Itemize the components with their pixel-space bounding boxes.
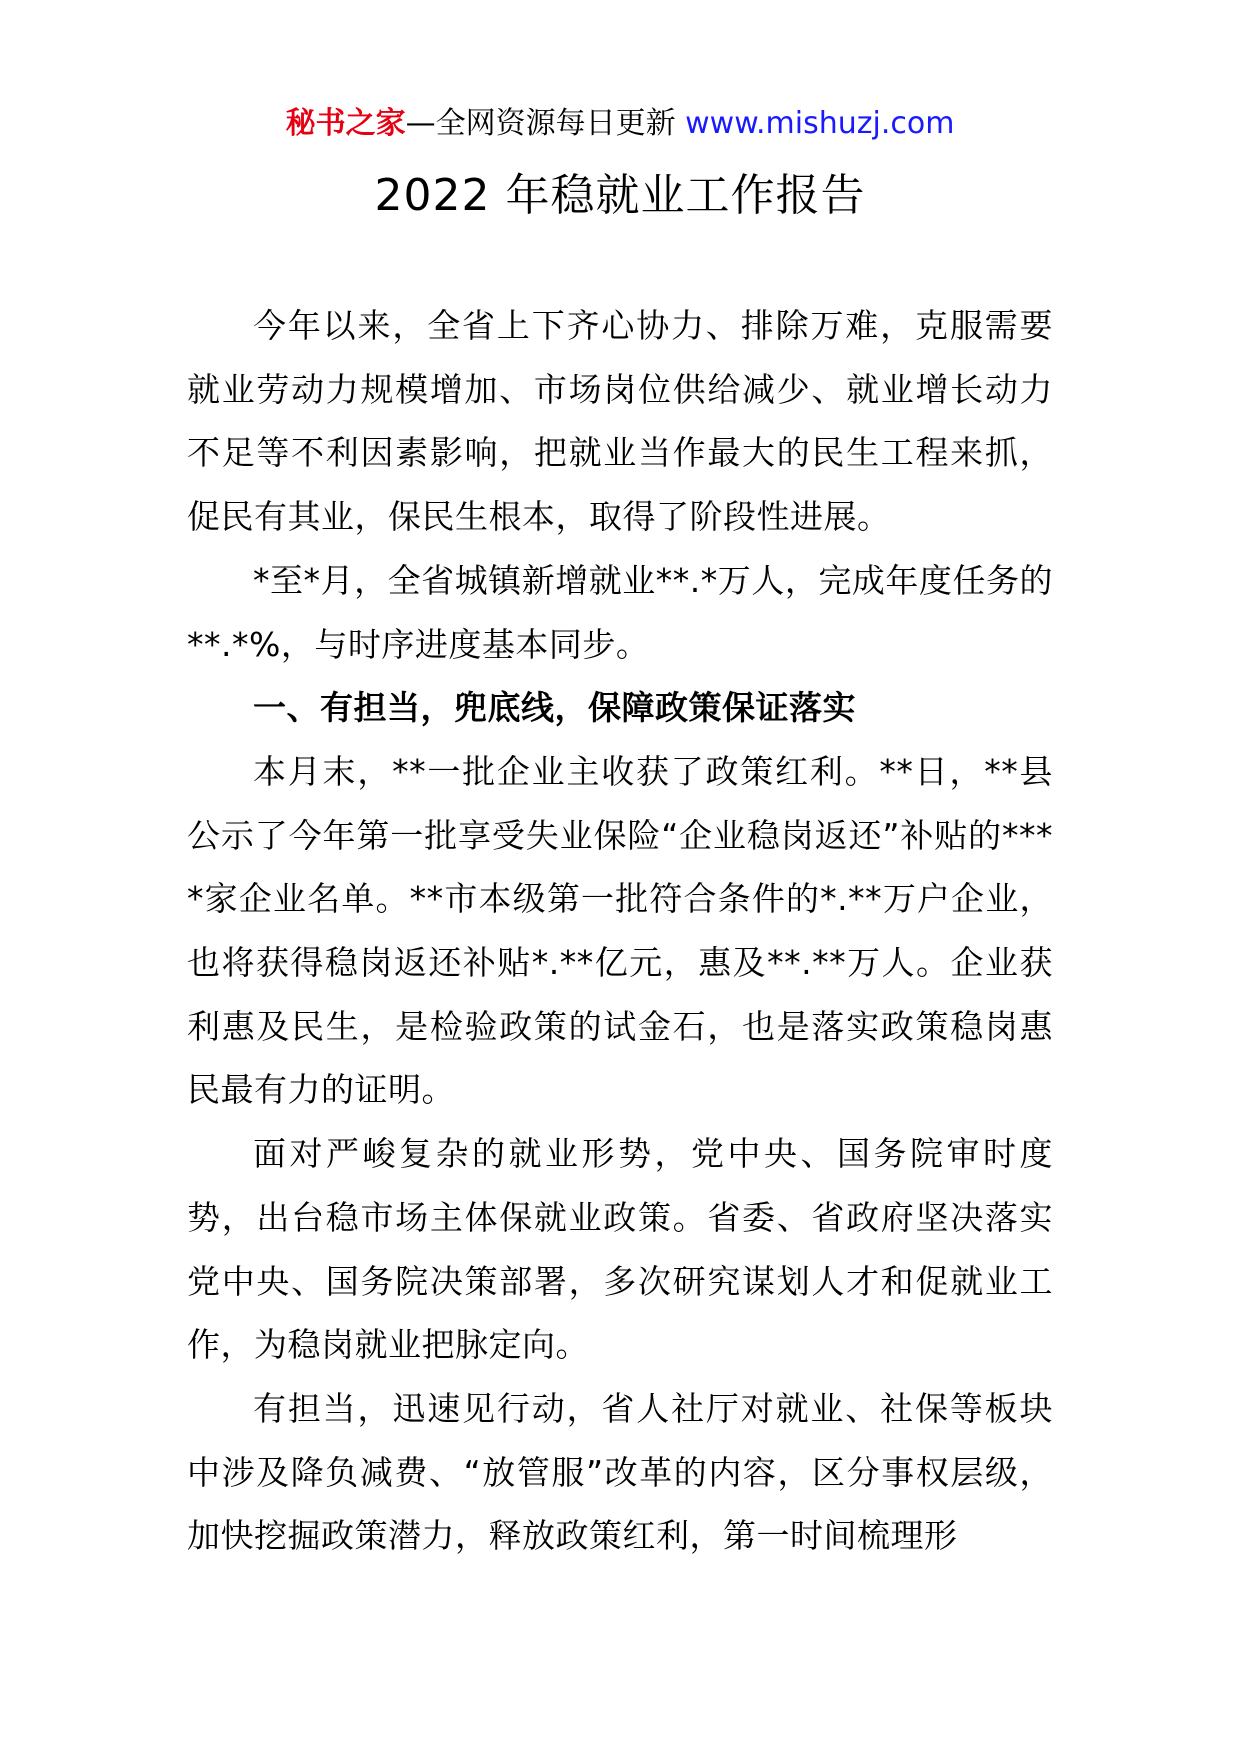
paragraph-progress: *至*月，全省城镇新增就业**.*万人，完成年度任务的**.*%，与时序进度基本同步。	[187, 560, 1053, 664]
paragraph-action: 有担当，迅速见行动，省人社厅对就业、社保等板块中涉及降负减费、“放管服”改革的内容，区分事权层级，加快挖掘政策潜力，释放政策红利，第一时间梳理形	[187, 1388, 1053, 1556]
paragraph-intro: 今年以来，全省上下齐心协力、排除万难，克服需要就业劳动力规模增加、市场岗位供给减少、就业增长动力不足等不利因素影响，把就业当作最大的民生工程来抓，促民有其业，保民生根本，取得了阶段性进展。	[187, 306, 1053, 537]
paragraph-policy: 面对严峻复杂的就业形势，党中央、国务院审时度势，出台稳市场主体保就业政策。省委、省政府坚决落实党中央、国务院决策部署，多次研究谋划人才和促就业工作，为稳岗就业把脉定向。	[187, 1134, 1053, 1365]
site-url-link[interactable]: www.mishuzj.com	[685, 106, 955, 141]
site-slogan: —全网资源每日更新	[405, 106, 686, 141]
site-brand-name: 秘书之家	[285, 106, 406, 141]
site-watermark-header	[0, 104, 1240, 144]
document-body	[187, 294, 1053, 1568]
paragraph-subsidy: 本月末，**一批企业主收获了政策红利。**日，**县公示了今年第一批享受失业保险“企业稳岗返还”补贴的****家企业名单。**市本级第一批符合条件的*.**万户企业，也将获得稳岗返还补贴*.**亿元，惠及**.**万人。企业获利惠及民生，是检验政策的试金石，也是落实政策稳岗惠民最有力的证明。	[187, 751, 1053, 1110]
document-title: 2022 年稳就业工作报告	[374, 170, 866, 221]
section-heading-1: 一、有担当，兜底线，保障政策保证落实	[253, 688, 856, 728]
